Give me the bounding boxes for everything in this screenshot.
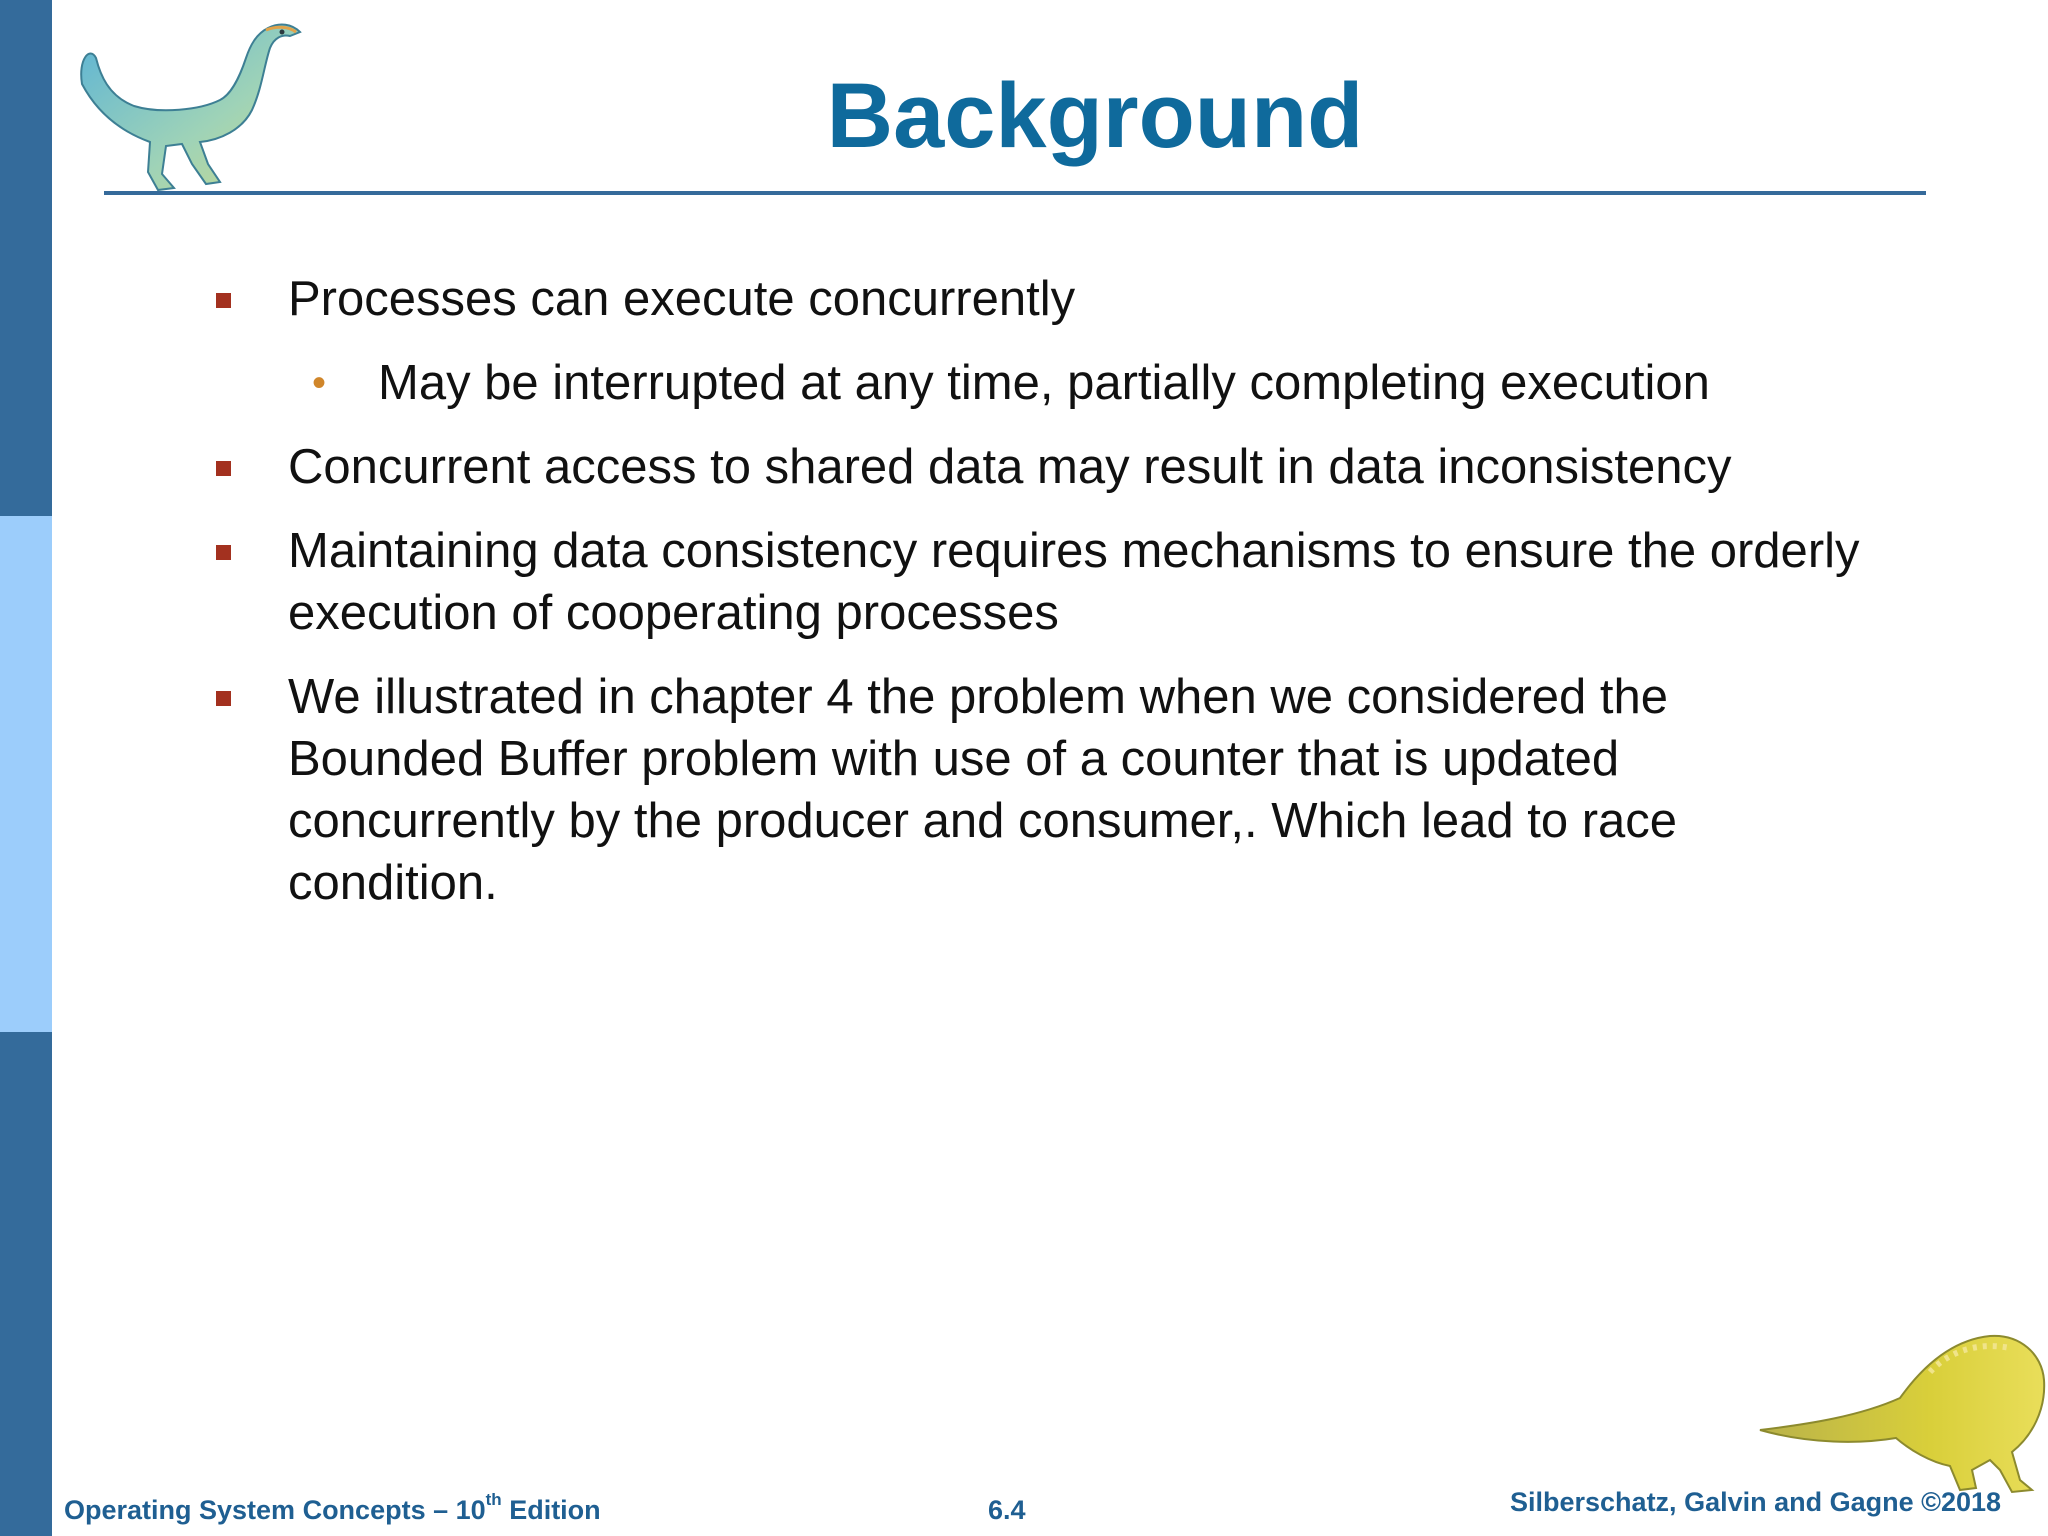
sub-bullet-item [0, 352, 1868, 414]
footer-edition-superscript: th [485, 1490, 502, 1509]
footer-book-title-prefix: Operating System Concepts – 10 [64, 1495, 486, 1525]
dinosaur-bottom-icon [1750, 1320, 2048, 1500]
bullet-item [0, 436, 2048, 498]
title-underline-divider [104, 191, 1926, 195]
bullet-list [0, 268, 2048, 914]
sidebar-stripe-dark-bottom [0, 1032, 52, 1536]
square-bullet-icon [216, 461, 231, 476]
bullet-text: We illustrated in chapter 4 the problem when we considered the Bounded Buffer problem with use of a counter that is updated concurrently by the producer and consumer,. Which lead to race condition. [288, 670, 1678, 910]
footer-book-title [64, 1490, 601, 1526]
square-bullet-icon [216, 691, 231, 706]
bullet-text: Maintaining data consistency requires mechanisms to ensure the orderly execution of cooperating processes [288, 524, 1860, 640]
square-bullet-icon [216, 545, 231, 560]
sub-bullet-list [288, 352, 1868, 414]
footer-authors: Silberschatz, Galvin and Gagne ©2018 [1510, 1487, 2002, 1517]
bullet-item [0, 520, 2048, 644]
dot-bullet-icon: • [312, 361, 327, 405]
footer-page-number: 6.4 [988, 1495, 1026, 1525]
bullet-text: Processes can execute concurrently [288, 272, 1076, 326]
sub-bullet-text: May be interrupted at any time, partially completing execution [378, 356, 1710, 410]
footer-book-title-suffix: Edition [501, 1495, 601, 1525]
bullet-text: Concurrent access to shared data may result in data inconsistency [288, 440, 1732, 494]
square-bullet-icon [216, 293, 231, 308]
slide-title: Background [826, 65, 1364, 167]
bullet-item [0, 666, 2048, 914]
bullet-item [0, 268, 2048, 414]
